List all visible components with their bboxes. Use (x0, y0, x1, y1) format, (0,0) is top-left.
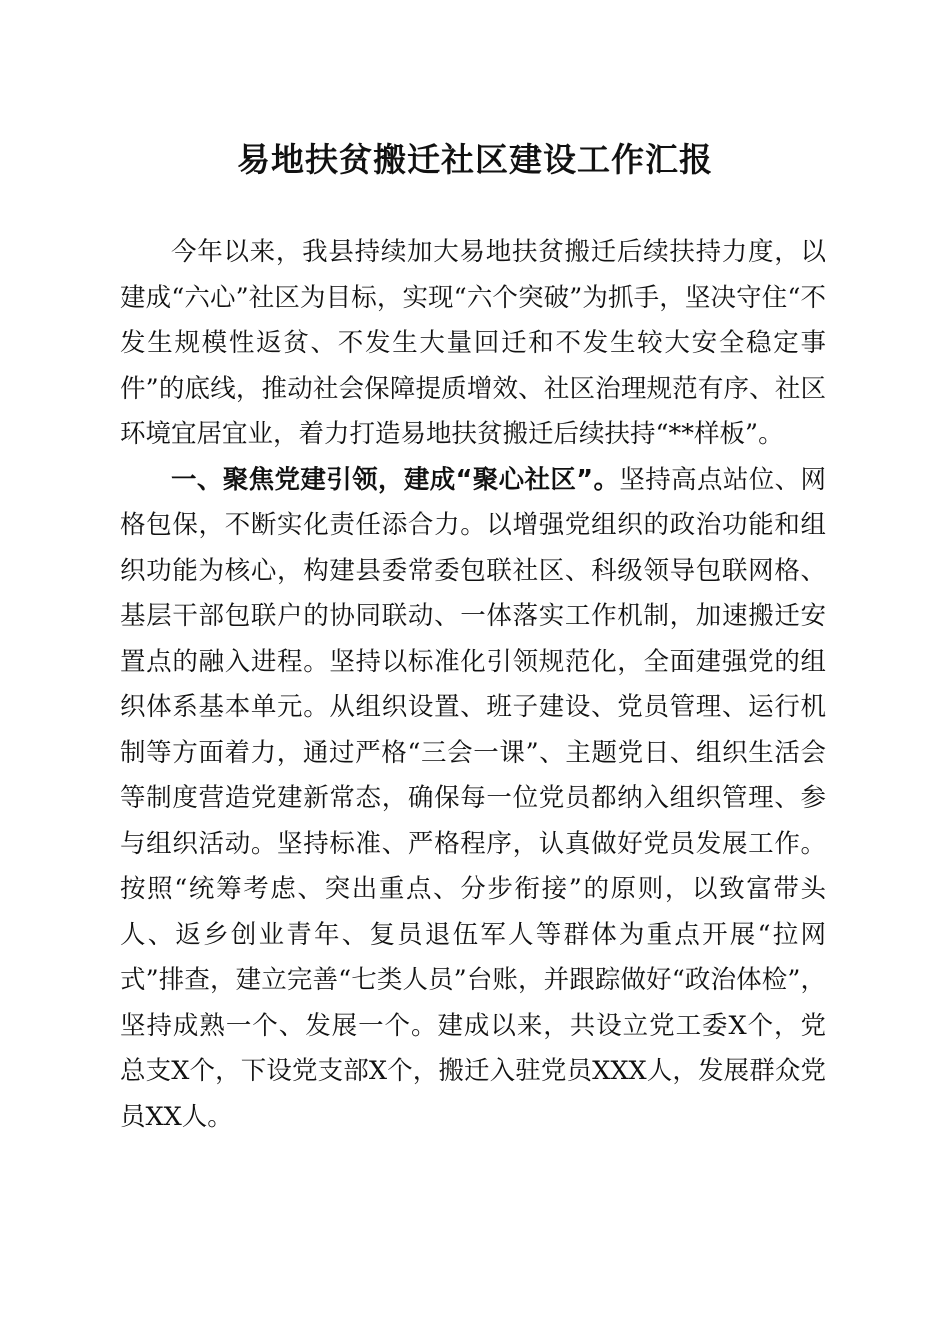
paragraph-intro (120, 230, 826, 458)
section-1-text: 坚持高点站位、网格包保，不断实化责任添合力。以增强党组织的政治功能和组织功能为核心，构建县委常委包联社区、科级领导包联网格、基层干部包联户的协同联动、一体落实工作机制，加速搬迁安置点的融入进程。坚持以标准化引领规范化，全面建强党的组织体系基本单元。从组织设置、班子建设、党员管理、运行机制等方面着力，通过严格“三会一课”、主题党日、组织生活会等制度营造党建新常态，确保每一位党员都纳入组织管理、参与组织活动。坚持标准、严格程序，认真做好党员发展工作。按照“统筹考虑、突出重点、分步衔接”的原则，以致富带头人、返乡创业青年、复员退伍军人等群体为重点开展“拉网式”排查，建立完善“七类人员”台账，并跟踪做好“政治体检”，坚持成熟一个、发展一个。建成以来，共设立党工委X个，党总支X个，下设党支部X个，搬迁入驻党员XXX人，发展群众党员XX人。 (120, 464, 826, 1132)
paragraph-intro-text: 今年以来，我县持续加大易地扶贫搬迁后续扶持力度，以建成“六心”社区为目标，实现“六个突破”为抓手，坚决守住“不发生规模性返贫、不发生大量回迁和不发生较大安全稳定事件”的底线，推动社会保障提质增效、社区治理规范有序、社区环境宜居宜业，着力打造易地扶贫搬迁后续扶持“**样板”。 (120, 237, 826, 449)
section-1-heading: 一、聚焦党建引领，建成“聚心社区”。 (171, 464, 620, 495)
document-body (120, 230, 826, 1140)
paragraph-section-1 (120, 458, 826, 1141)
document-title: 易地扶贫搬迁社区建设工作汇报 (237, 140, 713, 179)
